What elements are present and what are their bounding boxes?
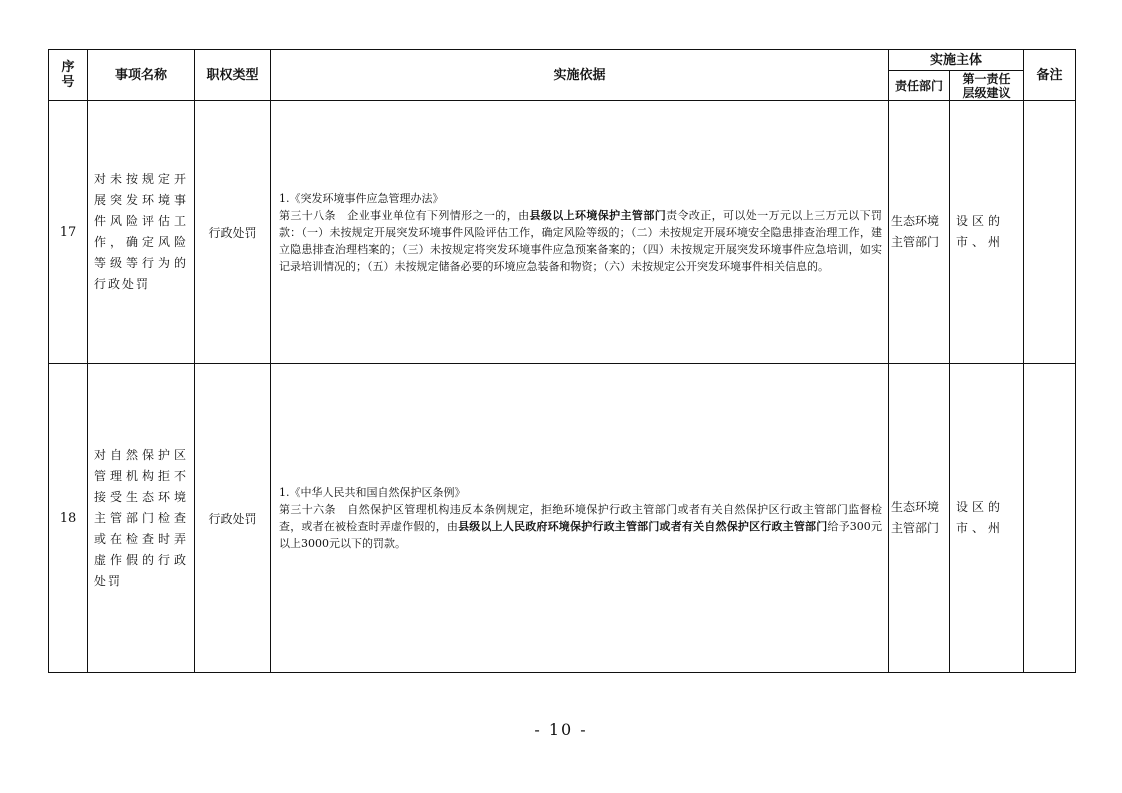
table-row (49, 364, 1076, 673)
row-seq: 17 (49, 101, 88, 364)
basis-text-post: 责令改正，可以处一万元以上三万元以下罚款：（一）未按规定开展突发环境事件风险评估工作，确定风险等级的；（二）未按规定开展环境安全隐患排查治理工作，建立隐患排查治理档案的；（三）未按规定将突发环境事件应急预案备案的；（四）未按规定开展突发环境事件应急培训，如实记录培训情况的；（五）未按规定储备必要的环境应急装备和物资；（六）未按规定公开突发环境事件相关信息的。 (279, 208, 883, 273)
basis-title: 1.《中华人民共和国自然保护区条例》 (279, 486, 466, 499)
page-number: - 10 - (534, 720, 588, 739)
basis-text-bold: 县级以上环境保护主管部门 (529, 208, 667, 222)
header-level: 第一责任 层级建议 (950, 71, 1024, 101)
row-level: 设区的市、州 (950, 101, 1024, 364)
basis-text-bold: 县级以上人民政府环境保护行政主管部门或者有关自然保护区行政主管部门 (458, 520, 828, 533)
row-seq: 18 (49, 364, 88, 673)
row-remark (1024, 364, 1076, 673)
header-seq: 序 号 (49, 50, 88, 101)
row-basis (271, 364, 889, 673)
row-remark (1024, 101, 1076, 364)
header-name: 事项名称 (88, 50, 195, 101)
basis-body (279, 207, 882, 275)
row-name: 对未按规定开展突发环境事件风险评估工作，确定风险等级等行为的行政处罚 (88, 101, 195, 364)
basis-title: 1.《突发环境事件应急管理办法》 (279, 191, 444, 205)
header-dept: 责任部门 (889, 71, 950, 101)
basis-text-pre: 第三十八条 企业事业单位有下列情形之一的，由 (279, 208, 530, 222)
row-dept: 生态环境主管部门 (889, 364, 950, 673)
header-remark: 备注 (1024, 50, 1076, 101)
basis-text-pre: 第三十六条 自然保护区管理机构违反本条例规定，拒绝环境保护行政主管部门或者有关自然保护区行政主管部门监督检查，或者在被检查时弄虚作假的，由 (279, 503, 882, 533)
row-type: 行政处罚 (195, 364, 271, 673)
basis-body (279, 501, 882, 552)
header-row (49, 50, 1076, 71)
row-dept: 生态环境主管部门 (889, 101, 950, 364)
header-subject: 实施主体 (889, 50, 1024, 71)
row-type: 行政处罚 (195, 101, 271, 364)
row-basis (271, 101, 889, 364)
matter-table (48, 49, 1076, 673)
table-row (49, 101, 1076, 364)
header-type: 职权类型 (195, 50, 271, 101)
row-level: 设区的市、州 (950, 364, 1024, 673)
header-basis: 实施依据 (271, 50, 889, 101)
basis-text-post: 给予300元以上3000元以下的罚款。 (279, 520, 882, 550)
row-name: 对自然保护区管理机构拒不接受生态环境主管部门检查或在检查时弄虚作假的行政处罚 (88, 364, 195, 673)
